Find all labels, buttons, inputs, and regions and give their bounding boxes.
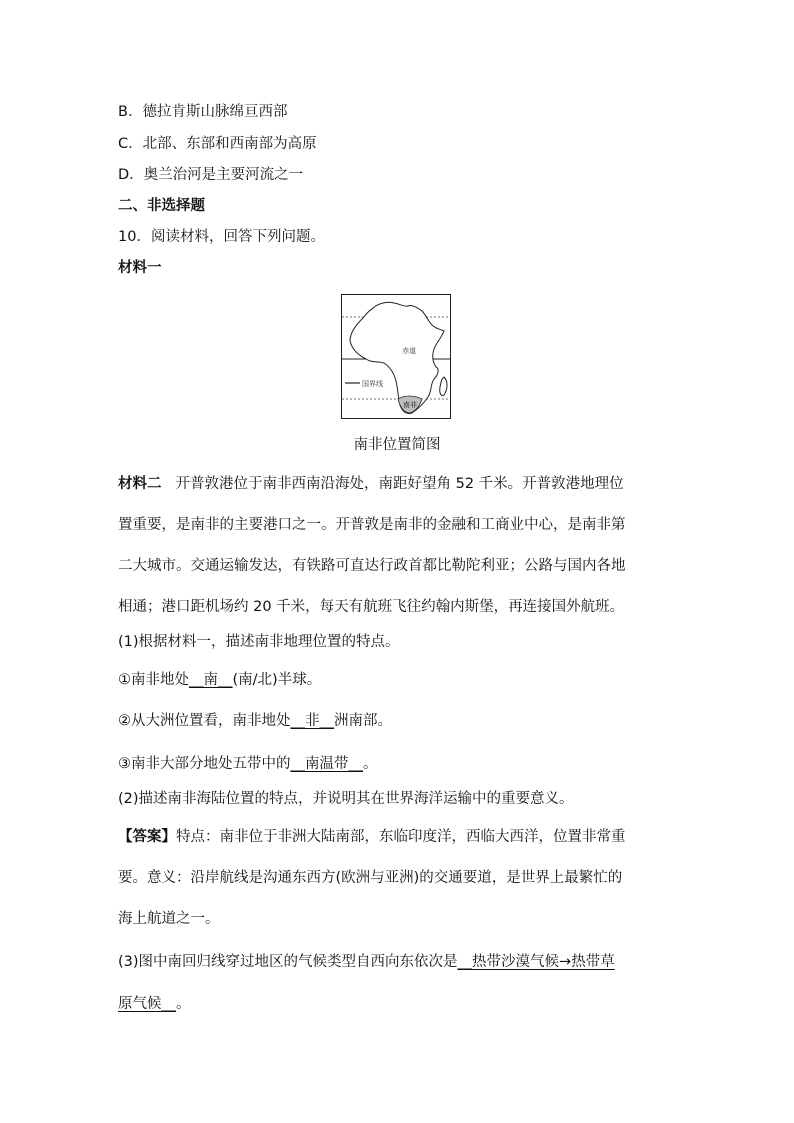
madagascar-outline <box>440 377 447 396</box>
sub-1-item-3 <box>118 754 378 774</box>
sub-3-post: 。 <box>176 996 191 1012</box>
question-10-stem: 10．阅读材料，回答下列问题。 <box>118 229 325 245</box>
border-legend-label: 国界线 <box>362 380 383 388</box>
sub-1-item-3-post: 。 <box>363 756 378 772</box>
option-b: B．德拉肯斯山脉绵亘西部 <box>118 104 288 120</box>
answer-text-1: 特点：南非位于非洲大陆南部，东临印度洋，西临大西洋，位置非常重 <box>176 829 626 845</box>
africa-outline <box>350 302 444 413</box>
material-2-text-1: 开普敦港位于南非西南沿海处，南距好望角 52 千米。开普敦港地理位 <box>175 476 624 492</box>
answer-tag: 【答案】 <box>118 829 176 845</box>
section-title: 二、非选择题 <box>118 198 205 214</box>
equator-label: 赤道 <box>402 347 416 355</box>
sub-1-item-3-pre: ③南非大部分地处五带中的 <box>118 756 291 772</box>
answer-line-3: 海上航道之一。 <box>118 911 220 927</box>
option-c: C．北部、东部和西南部为高原 <box>118 136 317 152</box>
material-2-line-2: 置重要，是南非的主要港口之一。开普敦是南非的金融和工商业中心，是南非第 <box>118 517 626 533</box>
sub-question-3-line-1 <box>118 952 615 972</box>
sub-1-item-2 <box>118 711 392 731</box>
sub-1-item-2-post: 洲南部。 <box>334 713 392 729</box>
sub-3-answer-part-1: __热带沙漠气候→热带草 <box>457 954 615 970</box>
sub-1-item-2-answer: __非__ <box>290 713 334 729</box>
material-2-line-4: 相通；港口距机场约 20 千米，每天有航班飞往约翰内斯堡，再连接国外航班。 <box>118 599 625 615</box>
material-2-line-1 <box>118 474 624 494</box>
sub-1-item-1 <box>118 670 321 690</box>
sub-3-prompt: (3)图中南回归线穿过地区的气候类型自西向东依次是 <box>118 954 458 970</box>
sub-1-item-1-answer: __南__ <box>189 672 233 688</box>
sub-1-item-3-answer: __南温带__ <box>290 756 363 772</box>
sub-3-answer-part-2: 原气候__ <box>118 996 176 1012</box>
sub-question-3-line-2 <box>118 994 191 1014</box>
south-africa-location-map <box>341 294 451 419</box>
sub-1-item-1-post: (南/北)半球。 <box>232 672 322 688</box>
answer-line-2: 要。意义：沿岸航线是沟通东西方(欧洲与亚洲)的交通要道，是世界上最繁忙的 <box>118 870 623 886</box>
sub-1-item-1-pre: ①南非地处 <box>118 672 189 688</box>
material-2-label: 材料二 <box>118 476 162 492</box>
material-1-label: 材料一 <box>118 260 162 276</box>
material-2-line-3: 二大城市。交通运输发达，有铁路可直达行政首都比勒陀利亚；公路与国内各地 <box>118 558 626 574</box>
sub-question-1: (1)根据材料一，描述南非地理位置的特点。 <box>118 634 400 650</box>
africa-map-svg <box>342 295 451 419</box>
option-d: D．奥兰治河是主要河流之一 <box>118 167 304 183</box>
answer-line-1 <box>118 827 626 847</box>
south-africa-label: 南非 <box>403 401 417 409</box>
sub-1-item-2-pre: ②从大洲位置看，南非地处 <box>118 713 291 729</box>
sub-question-2: (2)描述南非海陆位置的特点，并说明其在世界海洋运输中的重要意义。 <box>118 791 574 807</box>
map-caption: 南非位置简图 <box>353 437 441 453</box>
